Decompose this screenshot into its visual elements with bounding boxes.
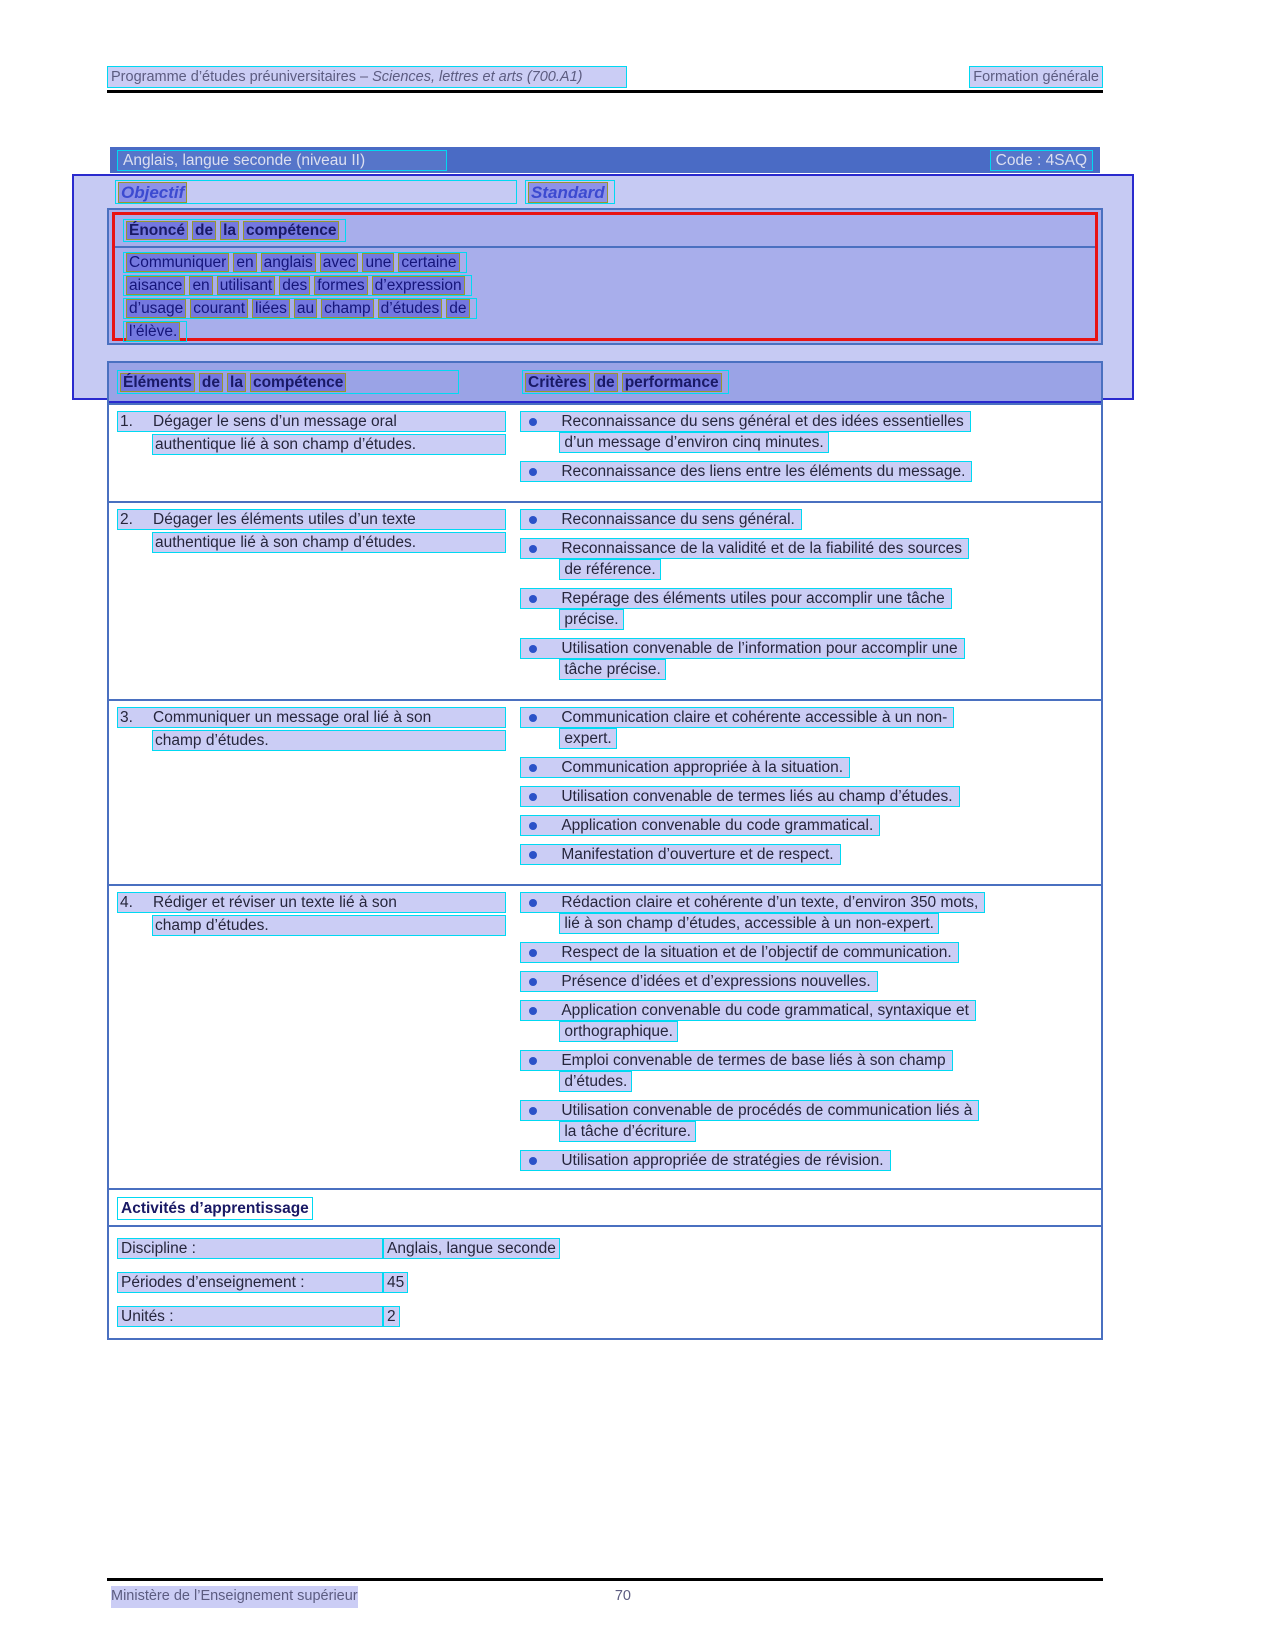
course-code: Code : 4SAQ (990, 150, 1093, 171)
competence-table-header (109, 363, 1101, 403)
competence-row (109, 701, 1101, 886)
bullet-icon (529, 851, 537, 859)
element-cell (109, 892, 520, 1179)
criteria-item (520, 1050, 1101, 1092)
bullet-icon (529, 1157, 537, 1165)
bullet-icon (529, 1057, 537, 1065)
criteria-line: Utilisation convenable de procédés de communication liés à (520, 1100, 979, 1121)
criteria-line-continuation: expert. (559, 728, 616, 749)
ocr-word-box: utilisant (217, 276, 276, 295)
ocr-word-box: formes (314, 276, 367, 295)
criteria-cell (520, 411, 1101, 490)
ocr-word-box: Objectif (118, 182, 187, 203)
activity-field (117, 1272, 1101, 1293)
ocr-word-box: Standard (528, 182, 608, 203)
ocr-word-box: la (220, 221, 239, 240)
criteres-header-box (522, 370, 729, 394)
footer-rule (107, 1578, 1103, 1581)
activity-field-value: 2 (383, 1306, 400, 1327)
competence-row (109, 405, 1101, 503)
ocr-word-box: performance (622, 373, 722, 392)
ocr-word-box: l’élève. (126, 322, 180, 341)
ocr-word-box: d’usage (126, 299, 186, 318)
bullet-icon (529, 468, 537, 476)
course-title-bar (110, 147, 1100, 173)
bullet-icon (529, 714, 537, 722)
header-left-italic: Sciences, lettres et arts (700.A1) (372, 69, 583, 85)
criteria-line-continuation: tâche précise. (559, 659, 666, 680)
criteria-line: Repérage des éléments utiles pour accomplir une tâche (520, 588, 951, 609)
bullet-icon (529, 1107, 537, 1115)
ocr-word-box: Communiquer (126, 253, 229, 272)
ocr-word-box: certaine (398, 253, 459, 272)
bullet-icon (529, 978, 537, 986)
ocr-word-box: au (294, 299, 317, 318)
ocr-line-box (123, 298, 477, 319)
criteria-line: Reconnaissance du sens général et des idées essentielles (520, 411, 970, 432)
ocr-word-box: anglais (261, 253, 316, 272)
criteria-item (520, 971, 1101, 992)
ocr-word-box: Éléments (120, 373, 195, 392)
ocr-word-box: en (233, 253, 256, 272)
element-line: authentique lié à son champ d’études. (152, 532, 506, 553)
bullet-icon (529, 545, 537, 553)
element-cell (109, 509, 520, 688)
criteria-line: Emploi convenable de termes de base liés à son champ (520, 1050, 952, 1071)
criteria-line: Reconnaissance de la validité et de la fiabilité des sources (520, 538, 969, 559)
header-left-regular: Programme d’études préuniversitaires – (111, 69, 373, 85)
criteria-item (520, 786, 1101, 807)
header-rule (107, 90, 1103, 93)
criteria-line-continuation: d’un message d’environ cinq minutes. (559, 432, 828, 453)
page-number: 70 (614, 1588, 631, 1604)
criteria-line: Utilisation convenable de termes liés au champ d’études. (520, 786, 959, 807)
ocr-word-box: champ (321, 299, 374, 318)
criteria-line-continuation: de référence. (559, 559, 660, 580)
ocr-word-box: d’études (378, 299, 443, 318)
ocr-word-box: de (199, 373, 223, 392)
bullet-icon (529, 949, 537, 957)
criteria-line: Utilisation convenable de l’information pour accomplir une (520, 638, 964, 659)
ocr-word-box: d’expression (372, 276, 465, 295)
element-number: 3. (120, 709, 133, 726)
element-line: 4. Rédiger et réviser un texte lié à son (117, 892, 506, 913)
activity-field-value: Anglais, langue seconde (383, 1238, 560, 1259)
criteria-line: Application convenable du code grammatical. (520, 815, 880, 836)
ocr-word-box: de (192, 221, 216, 240)
enonce-paragraph (123, 252, 1095, 344)
bullet-icon (529, 516, 537, 524)
ocr-word-box: avec (320, 253, 359, 272)
ocr-word-box: des (279, 276, 310, 295)
criteria-item (520, 815, 1101, 836)
criteria-item (520, 1150, 1101, 1171)
element-number: 1. (120, 413, 133, 430)
criteria-line: Reconnaissance du sens général. (520, 509, 802, 530)
activity-field (117, 1238, 1101, 1259)
enonce-paragraph-line (123, 252, 1095, 275)
criteria-line-continuation: lié à son champ d’études, accessible à un non-expert. (559, 913, 939, 934)
enonce-heading-box (123, 219, 346, 242)
criteria-line: Communication appropriée à la situation. (520, 757, 850, 778)
objectif-header (115, 180, 517, 204)
element-number: 2. (120, 511, 133, 528)
criteria-line: Respect de la situation et de l’objectif de communication. (520, 942, 958, 963)
element-cell (109, 411, 520, 490)
ocr-word-box: compétence (243, 221, 339, 240)
criteria-item (520, 411, 1101, 453)
criteria-item (520, 844, 1101, 865)
criteria-item (520, 1000, 1101, 1042)
ocr-word-box: de (594, 373, 618, 392)
bullet-icon (529, 793, 537, 801)
competence-row (109, 886, 1101, 1190)
element-line: 3. Communiquer un message oral lié à son (117, 707, 506, 728)
element-line: 1. Dégager le sens d’un message oral (117, 411, 506, 432)
elements-header-box (117, 370, 459, 394)
bullet-icon (529, 1007, 537, 1015)
ocr-word-box: courant (190, 299, 248, 318)
element-line: champ d’études. (152, 730, 506, 751)
competence-table-body (109, 403, 1101, 1190)
ocr-line-box (123, 275, 472, 296)
criteria-item (520, 1100, 1101, 1142)
activity-field (117, 1306, 1101, 1327)
ocr-word-box: aisance (126, 276, 185, 295)
enonce-paragraph-line (123, 275, 1095, 298)
running-header (107, 66, 1103, 88)
criteria-line-continuation: orthographique. (559, 1021, 678, 1042)
ocr-line-box (123, 321, 187, 342)
course-title: Anglais, langue seconde (niveau II) (117, 150, 447, 171)
criteria-line: Reconnaissance des liens entre les éléments du message. (520, 461, 972, 482)
criteria-line-continuation: d’études. (559, 1071, 632, 1092)
element-line: authentique lié à son champ d’études. (152, 434, 506, 455)
running-header-right: Formation générale (969, 66, 1103, 88)
element-number: 4. (120, 894, 133, 911)
ocr-word-box: en (189, 276, 212, 295)
activity-field-label: Unités : (117, 1306, 383, 1327)
activities-fields (109, 1227, 1101, 1327)
criteria-line: Rédaction claire et cohérente d’un texte, d’environ 350 mots, (520, 892, 985, 913)
criteria-item (520, 942, 1101, 963)
criteria-item (520, 588, 1101, 630)
enonce-paragraph-line (123, 298, 1095, 321)
element-cell (109, 707, 520, 873)
criteria-item (520, 707, 1101, 749)
running-footer (107, 1586, 635, 1608)
enonce-red-annotation-box (112, 212, 1098, 341)
criteria-cell (520, 892, 1101, 1179)
competence-table (107, 361, 1103, 1192)
objective-standard-headers (107, 180, 1103, 204)
criteria-line: Présence d’idées et d’expressions nouvelles. (520, 971, 877, 992)
activities-section (107, 1188, 1103, 1340)
criteria-item (520, 538, 1101, 580)
ocr-word-box: Énoncé (126, 221, 188, 240)
criteria-line: Utilisation appropriée de stratégies de révision. (520, 1150, 890, 1171)
footer-left: Ministère de l’Enseignement supérieur (111, 1586, 358, 1608)
standard-header (525, 180, 615, 204)
running-header-left (107, 66, 627, 88)
activity-field-value: 45 (383, 1272, 408, 1293)
enonce-separator (115, 246, 1095, 248)
element-line: 2. Dégager les éléments utiles d’un texte (117, 509, 506, 530)
bullet-icon (529, 595, 537, 603)
criteres-header-cell (522, 370, 1101, 394)
activities-heading-box: Activités d’apprentissage (117, 1197, 313, 1220)
elements-header-cell (109, 370, 522, 394)
element-line: champ d’études. (152, 915, 506, 936)
activity-field-label: Discipline : (117, 1238, 383, 1259)
enonce-paragraph-line (123, 321, 1095, 344)
bullet-icon (529, 899, 537, 907)
competence-row (109, 503, 1101, 701)
criteria-item (520, 638, 1101, 680)
bullet-icon (529, 418, 537, 426)
criteria-item (520, 509, 1101, 530)
bullet-icon (529, 822, 537, 830)
enonce-heading (123, 219, 1095, 242)
criteria-line-continuation: la tâche d’écriture. (559, 1121, 696, 1142)
activities-heading (109, 1190, 1101, 1225)
criteria-line: Manifestation d’ouverture et de respect. (520, 844, 840, 865)
activity-field-label: Périodes d’enseignement : (117, 1272, 383, 1293)
ocr-word-box: liées (252, 299, 290, 318)
ocr-word-box: compétence (250, 373, 346, 392)
criteria-cell (520, 509, 1101, 688)
criteria-cell (520, 707, 1101, 873)
criteria-line: Application convenable du code grammatical, syntaxique et (520, 1000, 976, 1021)
bullet-icon (529, 645, 537, 653)
ocr-line-box (123, 252, 467, 273)
criteria-item (520, 461, 1101, 482)
criteria-item (520, 892, 1101, 934)
enonce-section (107, 208, 1103, 345)
ocr-word-box: de (446, 299, 469, 318)
bullet-icon (529, 764, 537, 772)
ocr-word-box: Critères (525, 373, 590, 392)
criteria-line-continuation: précise. (559, 609, 623, 630)
ocr-word-box: une (362, 253, 394, 272)
ocr-word-box: la (227, 373, 246, 392)
criteria-item (520, 757, 1101, 778)
criteria-line: Communication claire et cohérente accessible à un non- (520, 707, 954, 728)
